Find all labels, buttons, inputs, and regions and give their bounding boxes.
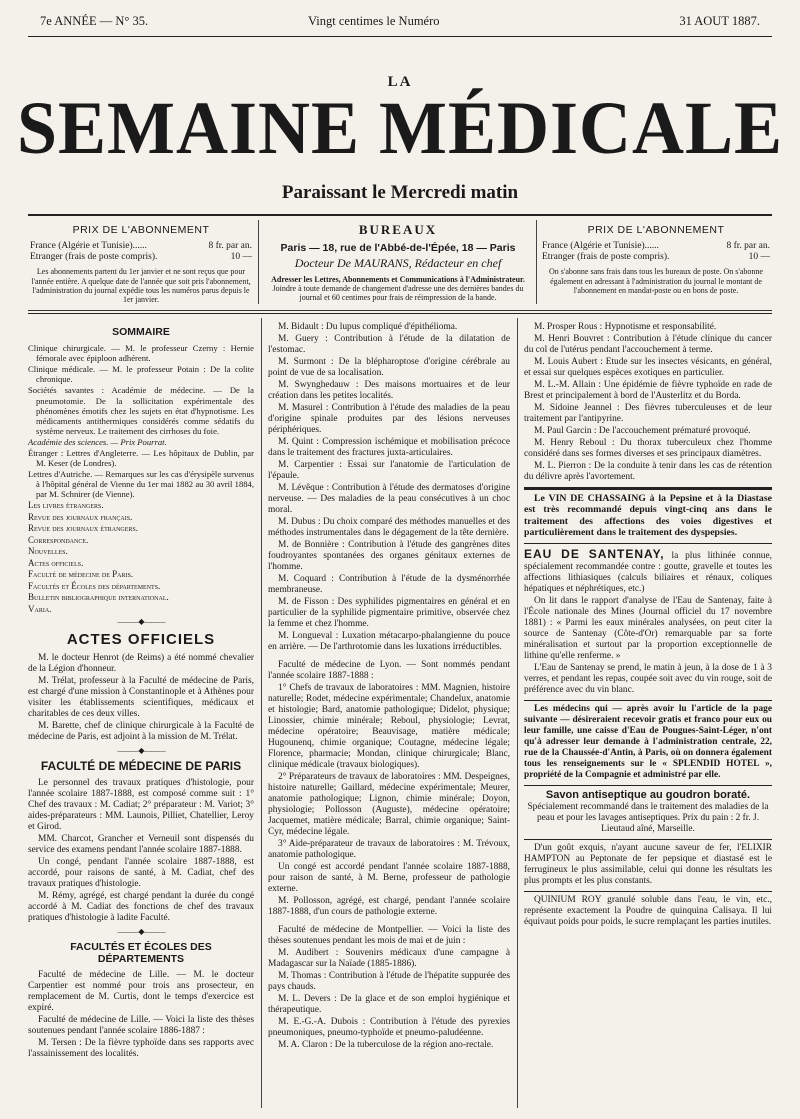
paragraph: M. Barette, chef de clinique chirurgicale à la Faculté de médecine de Paris, est adjoint à la mission de M. Trélat. <box>28 721 254 743</box>
paragraph: Le personnel des travaux pratiques d'histologie, pour l'année scolaire 1887-1888, est composé comme suit : 1° Chef des travaux : M. Cadiat; 2° préparateur : M. Variot; 3° aides-préparateurs : MM. Launois, Pilliet, Chatellier, Leroy et Girod. <box>28 778 254 833</box>
sommaire-item: Clinique chirurgicale. — M. le professeur Czerny : Hernie fémorale avec épiploon adhérent. <box>28 343 254 364</box>
masthead-la: LA <box>387 74 413 90</box>
separator: ———◆——— <box>117 617 165 627</box>
column-3 <box>524 322 772 929</box>
sommaire-item: Clinique médicale. — M. le professeur Potain : De la colite chronique. <box>28 364 254 385</box>
paragraph: M. Tersen : De la fièvre typhoïde dans ses rapports avec l'assainissement des localités. <box>28 1038 254 1060</box>
thesis-entry: M. Prosper Rous : Hypnotisme et responsabilité. <box>534 322 717 332</box>
price-france: 8 fr. par an. <box>208 240 252 251</box>
thesis-entry: M. Sidoine Jeannel : Des fièvres tuberculeuses et de leur traitement par l'antipyrine. <box>524 403 772 424</box>
bureaux-note-1: Adresser les Lettres, Abonnements et Communications à l'Administrateur. <box>271 274 525 284</box>
separator: ———◆——— <box>117 927 165 937</box>
thesis-entry: M. Swynghedauw : Des maisons mortuaires et de leur création dans les petites localités. <box>268 380 510 401</box>
price-france: 8 fr. par an. <box>726 240 770 251</box>
column-1 <box>28 322 254 1061</box>
thesis-entry: M. Lévêque : Contribution à l'étude des dermatoses d'origine nerveuse. — Des maladies de la peau consécutives à un choc moral. <box>268 483 510 515</box>
thesis-entry: M. de Fisson : Des syphilides pigmentaires en général et en particulier de la syphilide pigmentaire primitive, observée chez la femme et chez l'homme. <box>268 597 510 629</box>
paragraph: Faculté de médecine de Lille. — Voici la liste des thèses soutenues pendant l'année scolaire 1886-1887 : <box>28 1015 254 1037</box>
thesis-entry: M. Coquard : Contribution à l'étude de la dysménorrhée membraneuse. <box>268 574 510 595</box>
price-label-etranger: Etranger (frais de poste compris). <box>542 251 670 262</box>
ad-elixir-hampton <box>524 839 772 887</box>
sommaire-item: Nouvelles. <box>28 546 68 557</box>
thesis-entry: M. L. Devers : De la glace et de son emploi hygiénique et thérapeutique. <box>268 994 510 1015</box>
paragraph: M. Trélat, professeur à la Faculté de médecine de Paris, est chargé d'une mission à Constantinople et à Athènes pour visiter les établissements scientifiques, médicaux et charitables de ces deux villes. <box>28 676 254 720</box>
paragraph: Un congé, pendant l'année scolaire 1887-1888, est accordé, pour raisons de santé, à M. Cadiat, chef des travaux pratiques d'histologie. <box>28 857 254 890</box>
paragraph: 2° Préparateurs de travaux de laboratoires : MM. Despeignes, histoire naturelle; Gaillard, médecine expérimentale; Meurer, anatomie pathologique; Lignon, chimie minérale; Doyon, physiologie; Pollosson (Auguste), médecine opératoire; Jacquemet, matière médicale; Barral, chimie organique; Saint-Cyr, médecine légale. <box>268 772 510 837</box>
separator: ———◆——— <box>117 746 165 756</box>
ad-text: la plus lithinée connue, spécialement recommandée contre : goutte, gravelle et toutes les affections lithiasiques (calculs biliaires et rénaux, coliques hépatiques et néphrétiques, etc.) <box>524 550 772 594</box>
price-label-etranger: Etranger (frais de poste compris). <box>30 251 158 262</box>
facultes-departements-title: FACULTÉS ET ÉCOLES DES DÉPARTEMENTS <box>70 940 212 966</box>
sommaire-item: Sociétés savantes : Académie de médecine. — De la pneumotomie. De la sollicitation expérimentale des phénomènes émotifs chez les sujets en état d'hypnotisme. Les médicaments antithermiques considérés comme sédatifs du système nerveux. Le traitement des cirrhoses du foie. <box>28 385 254 436</box>
price-etranger: 10 — <box>748 251 770 262</box>
paragraph: 3° Aide-préparateur de travaux de laboratoires : M. Trévoux, anatomie pathologique. <box>268 839 510 860</box>
thesis-entry: M. Masurel : Contribution à l'étude des maladies de la peau d'origine spinale produites par des lésions nerveuses périphériques. <box>268 403 510 435</box>
thesis-entry: M. Guery : Contribution à l'étude de la dilatation de l'estomac. <box>268 334 510 355</box>
paragraph: Faculté de médecine de Lyon. — Sont nommés pendant l'année scolaire 1887-1888 : <box>268 660 510 681</box>
ad-text: D'un goût exquis, n'ayant aucune saveur de fer, l'ELIXIR HAMPTON au Peptonate de fer pepsique et diastasé est le ferrugineux le plus assimilable, celui qui donne les résultats les plus prompts et les plus constants. <box>524 842 772 886</box>
ad-quinium-roy <box>524 891 772 928</box>
price-etranger: 10 — <box>230 251 252 262</box>
issue-number: 7e ANNÉE — N° 35. <box>40 14 149 28</box>
ad-text: QUINIUM ROY granulé soluble dans l'eau, le vin, etc., représente exactement la Poudre de quinquina Calisaya. Il lui équivaut poids pour poids, le sucre remplaçant les parties inutiles. <box>524 894 772 927</box>
thesis-entry: M. Dubus : Du choix comparé des méthodes manuelles et des méthodes instrumentales dans le dégagement de la tête dernière. <box>268 517 510 538</box>
ad-text: Le VIN DE CHASSAING à la Pepsine et à la Diastase est très recommandé depuis vingt-cinq ans dans le traitement des affections des voies digestives et particulièrement dans le traitement des dyspepsies. <box>524 493 772 539</box>
thesis-entry: M. Henry Reboul : Du thorax tuberculeux chez l'homme considéré dans ses formes diverses et ses principaux diamètres. <box>524 438 772 459</box>
sommaire-item: Les livres étrangers. <box>28 499 104 510</box>
sommaire-item: Facultés et Écoles des départements. <box>28 580 161 591</box>
thesis-entry: M. Henri Bouvret : Contribution à l'étude clinique du cancer du col de l'utérus pendant l'accouchement à terme. <box>524 334 772 355</box>
thesis-entry: M. Bidault : Du lupus compliqué d'épithélioma. <box>278 322 458 332</box>
thesis-entry: M. Thomas : Contribution à l'étude de l'hépatite suppurée des pays chauds. <box>268 971 510 992</box>
column-2 <box>268 322 510 1052</box>
sommaire-item: Revue des journaux français. <box>28 511 133 522</box>
ad-savon-antiseptique <box>524 785 772 835</box>
subscription-note: Les abonnements partent du 1er janvier et ne sont reçus que pour l'année entière. A quelque date de l'année que soit pris l'abonnement, l'administration du journal expédie tous les numéros parus depuis le 1er janvier. <box>31 267 251 304</box>
price-label-france: France (Algérie et Tunisie)...... <box>542 240 659 251</box>
ad-title: Savon antiseptique au goudron boraté. <box>545 788 751 801</box>
thesis-entry: M. A. Claron : De la tuberculose de la région ano-rectale. <box>278 1040 494 1050</box>
sommaire-item: Lettres d'Autriche. — Remarques sur les cas d'érysipèle survenus à l'hôpital général de Vienne du 1er mai 1882 au 30 avril 1884, par M. Schnirer (de Vienne). <box>28 468 254 499</box>
ad-eau-pougues <box>524 700 772 781</box>
subscription-note: On s'abonne sans frais dans tous les bureaux de poste. On s'abonne également en adressant à l'administration du journal le montant de l'abonnement en mandat-poste ou en bons de poste. <box>549 267 763 295</box>
ad-text: Spécialement recommandé dans le traitement des maladies de la peau et pour les lavages antiseptiques. Prix du pain : 2 fr. J. Lieutaud aîné, Marseille. <box>527 801 769 834</box>
thesis-entry: M. Surmont : De la blépharoptose d'origine cérébrale au point de vue de sa localisation. <box>268 357 510 378</box>
sommaire-list <box>28 343 254 614</box>
paragraph: M. le docteur Henrot (de Reims) a été nommé chevalier de la Légion d'honneur. <box>28 653 254 675</box>
thesis-entry: M. E.-G.-A. Dubois : Contribution à l'étude des pyrexies pneumoniques, pneumo-typhoïde et pneumo-paludéenne. <box>268 1017 510 1038</box>
sommaire-item: Étranger : Lettres d'Angleterre. — Les hôpitaux de Dublin, par M. Keser (de Londres). <box>28 447 254 468</box>
sommaire-item: Académie des sciences. — Prix Pourrat. <box>28 436 167 447</box>
masthead-top-line <box>40 14 760 34</box>
editor-line: Docteur De MAURANS, Rédacteur en chef <box>294 256 502 271</box>
ad-text: Les médecins qui — après avoir lu l'article de la page suivante — désireraient recevoir gratis et franco pour eux ou leur famille, une caisse d'Eau de Pougues-Saint-Léger, n'ont qu'à adresser leur demande à l'administration centrale, 22, rue de la Chaussée-d'Antin, à Paris, où on donnera également tous les renseignements sur le « SPLENDID HOTEL », propriété de la Compagnie et administré par elle. <box>524 703 772 780</box>
ad-vin-chassaing <box>524 487 772 539</box>
sommaire-item: Revue des journaux étrangers. <box>28 523 139 534</box>
paragraph: Un congé est accordé pendant l'année scolaire 1887-1888, pour raison de santé, à M. Berne, professeur de pathologie externe. <box>268 862 510 894</box>
bureaux-address: Paris — 18, rue de l'Abbé-de-l'Épée, 18 — Paris <box>280 241 516 254</box>
bureaux-box <box>264 222 532 302</box>
paragraph: Faculté de médecine de Lille. — M. le docteur Carpentier est nommé pour trois ans prosecteur, en remplacement de M. Curtis, dont le temps d'exercice est expiré. <box>28 970 254 1014</box>
sommaire-item: Bulletin bibliographique international. <box>28 592 169 603</box>
thesis-entry: M. Longueval : Luxation métacarpo-phalangienne du pouce en arrière. — De l'arthrotomie dans les luxations irréductibles. <box>268 631 510 652</box>
sommaire-item: Faculté de médecine de Paris. <box>28 569 134 580</box>
thesis-entry: M. Quint : Compression ischémique et mobilisation précoce dans le traitement des fractures juxta-articulaires. <box>268 437 510 458</box>
thesis-entry: M. Louis Aubert : Etude sur les insectes vésicants, en général, et essai sur quelques espèces exotiques en particulier. <box>524 357 772 378</box>
subscription-heading: PRIX DE L'ABONNEMENT <box>587 224 725 236</box>
sommaire-title: SOMMAIRE <box>112 326 170 338</box>
masthead-subtitle: Paraissant le Mercredi matin <box>281 182 519 203</box>
price-label-france: France (Algérie et Tunisie)...... <box>30 240 147 251</box>
subscription-heading: PRIX DE L'ABONNEMENT <box>72 224 210 236</box>
thesis-entry: M. de Bonnière : Contribution à l'étude des gangrènes dites foudroyantes spontanées des organes génitaux externes de l'homme. <box>268 540 510 572</box>
actes-title: ACTES OFFICIELS <box>66 630 216 648</box>
issue-price: Vingt centimes le Numéro <box>308 14 440 28</box>
sommaire-item: Correspondance. <box>28 534 89 545</box>
thesis-entry: M. L.-M. Allain : Une épidémie de fièvre typhoïde en rade de Brest et principalement à bord de l'Austerlitz et du Borda. <box>524 380 772 401</box>
ad-eau-santenay <box>524 543 772 696</box>
thesis-entry: M. Audibert : Souvenirs médicaux d'une campagne à Madagascar sur la Naïade (1885-1886). <box>268 948 510 969</box>
paragraph: M. Rémy, agrégé, est chargé pendant la durée du congé accordé à M. Cadiat des fonctions de chef des travaux pratiques d'histologie à ladite Faculté. <box>28 891 254 924</box>
sommaire-item: Actes officiels. <box>28 557 84 568</box>
paragraph: M. Pollosson, agrégé, est chargé, pendant l'année scolaire 1887-1888, d'un cours de pathologie externe. <box>268 896 510 917</box>
bureaux-note-2: Joindre à toute demande de changement d'adresse une des dernières bandes du journal et 60 centimes pour frais de réimpression de la bande. <box>272 283 524 302</box>
ad-text: L'Eau de Santenay se prend, le matin à jeun, à la dose de 1 à 3 verres, et pendant les repas, coupée soit avec du vin rouge, soit de préférence avec du vin blanc. <box>524 662 772 695</box>
masthead-title: SEMAINE MÉDICALE <box>16 86 784 170</box>
thesis-entry: M. Carpentier : Essai sur l'anatomie de l'articulation de l'épaule. <box>268 460 510 481</box>
paragraph: Faculté de médecine de Montpellier. — Voici la liste des thèses soutenues pendant les mois de mai et de juin : <box>268 925 510 946</box>
ad-text: On lit dans le rapport d'analyse de l'Eau de Santenay, faite à l'École nationale des Mines (Journal officiel du 17 novembre 1881) : « Parmi les eaux minérales analysées, on peut citer la source de Santenay (Côte-d'Or) remarquable par sa forte minéralisation et surtout par la proportion exceptionnelle de lithine qu'elle renferme. » <box>524 595 772 661</box>
thesis-entry: M. Paul Garcin : De l'accouchement prématuré provoqué. <box>534 426 751 436</box>
ad-title: EAU DE SANTENAY, <box>524 546 665 561</box>
subscription-box-right <box>542 224 770 295</box>
issue-date: 31 AOUT 1887. <box>679 14 760 28</box>
bureaux-heading: BUREAUX <box>358 222 438 237</box>
paragraph: 1° Chefs de travaux de laboratoires : MM. Magnien, histoire naturelle; Rodet, médecine expérimentale; Chandelux, anatomie et histologie; Bard, anatomie pathologique; Didelot, physique; Linossier, chimie minérale; Reboul, physiologie; Levrat, médecine opératoire; Beauvisage, matière médicale; Hugounenq, chimie organique; Coutagne, médecine légale; Florence, pharmacie; Mondan, clinique chirurgicale; Blanc, clinique médicale (travaux biologiques). <box>268 683 510 770</box>
subscription-box-left <box>30 224 252 304</box>
thesis-entry: M. L. Pierron : De la conduite à tenir dans les cas de rétention du délivre après l'avortement. <box>524 461 772 482</box>
paragraph: MM. Charcot, Grancher et Verneuil sont dispensés du service des examens pendant l'année scolaire 1887-1888. <box>28 834 254 856</box>
faculte-paris-title: FACULTÉ DE MÉDECINE DE PARIS <box>40 759 242 774</box>
sommaire-item: Varia. <box>28 603 52 614</box>
